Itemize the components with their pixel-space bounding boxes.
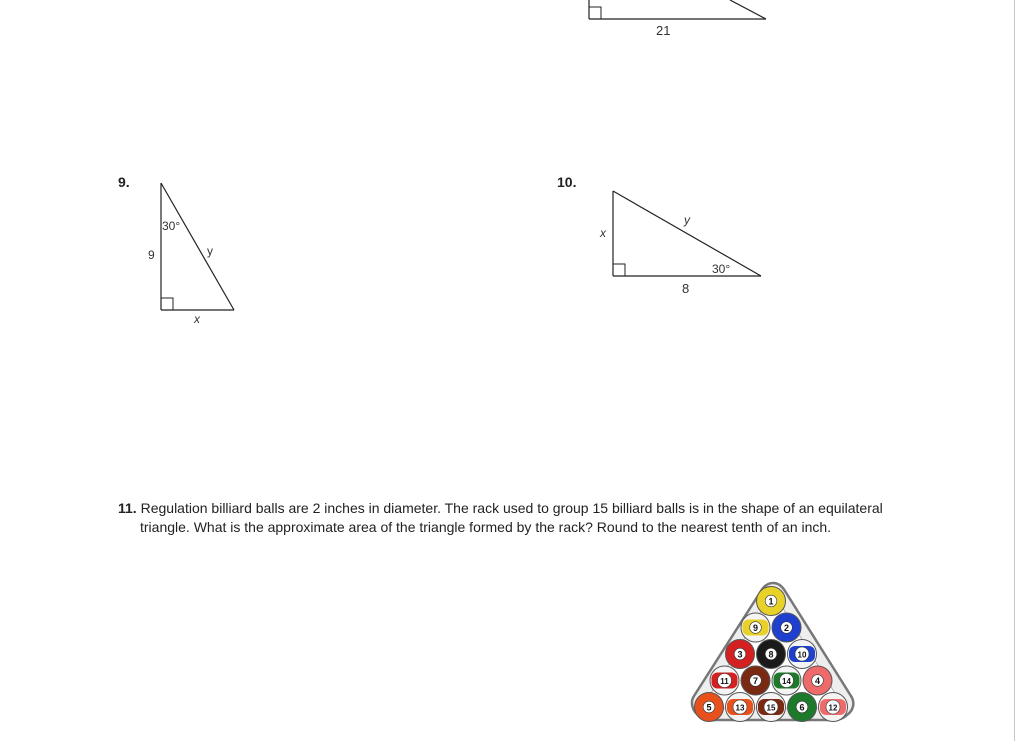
p10-angle-label: 30° — [712, 262, 731, 276]
billiard-ball-label: 6 — [799, 702, 805, 713]
billiard-ball-label: 13 — [735, 703, 745, 713]
previous-triangle-figure — [580, 0, 780, 45]
problem-10-triangle — [595, 185, 775, 300]
billiard-ball-8 — [757, 640, 786, 669]
billiard-ball-label: 9 — [752, 622, 759, 633]
p10-side-label: x — [600, 226, 606, 240]
billiard-ball-label: 15 — [766, 703, 776, 713]
billiard-ball-12 — [819, 693, 848, 722]
p9-right-angle-mark — [161, 298, 173, 310]
prev-hypotenuse — [730, 0, 766, 19]
billiard-ball-label: 11 — [720, 676, 729, 686]
p9-side-label: 9 — [148, 248, 155, 262]
p9-hypotenuse — [161, 183, 234, 310]
billiard-ball-label: 10 — [797, 650, 807, 660]
billiard-rack-figure — [688, 578, 858, 730]
billiard-ball-label: 2 — [783, 622, 790, 633]
billiard-ball-3 — [726, 640, 755, 669]
billiard-ball-6 — [788, 693, 817, 722]
problem-11-line2: triangle. What is the approximate area of the triangle formed by the rack? Round to the nearest tenth of an inch. — [140, 519, 832, 535]
billiard-ball-label: 3 — [737, 649, 743, 660]
billiard-ball-label: 1 — [768, 596, 774, 607]
billiard-ball-11 — [710, 666, 739, 695]
billiard-ball-7 — [741, 666, 770, 695]
billiard-ball-14 — [772, 666, 801, 695]
p10-right-angle-mark — [613, 264, 625, 276]
prev-right-angle-mark — [589, 7, 601, 19]
billiard-ball-10 — [788, 640, 817, 669]
billiard-ball-label: 7 — [752, 675, 759, 686]
billiard-ball-9 — [741, 613, 770, 642]
problem-9-triangle — [140, 175, 250, 325]
p10-hypotenuse — [613, 191, 761, 276]
p10-hypotenuse-label: y — [684, 213, 690, 227]
p10-base-label: 8 — [682, 281, 690, 296]
billiard-ball-2 — [772, 613, 801, 642]
billiard-ball-4 — [803, 666, 832, 695]
p9-base-label: x — [194, 312, 200, 325]
billiard-ball-5 — [695, 693, 724, 722]
billiard-ball-label: 14 — [782, 676, 791, 686]
problem-11-text — [118, 499, 918, 537]
problem-11-number: 11. — [118, 500, 137, 516]
p9-hypotenuse-label: y — [207, 244, 213, 258]
billiard-ball-label: 4 — [814, 675, 821, 686]
billiard-ball-label: 12 — [828, 703, 838, 713]
page-right-edge — [1014, 0, 1015, 741]
billiard-ball-13 — [726, 693, 755, 722]
billiard-ball-label: 5 — [706, 702, 712, 713]
problem-11-line1: Regulation billiard balls are 2 inches in diameter. The rack used to group 15 billiard balls is in the shape of an equilateral — [140, 500, 883, 516]
problem-9-number: 9. — [118, 174, 130, 190]
p9-angle-label: 30° — [162, 219, 181, 233]
billiard-ball-15 — [757, 693, 786, 722]
prev-base-label: 21 — [656, 23, 671, 38]
problem-10-number: 10. — [557, 174, 577, 190]
billiard-ball-1 — [757, 587, 786, 616]
billiard-ball-label: 8 — [768, 649, 774, 660]
